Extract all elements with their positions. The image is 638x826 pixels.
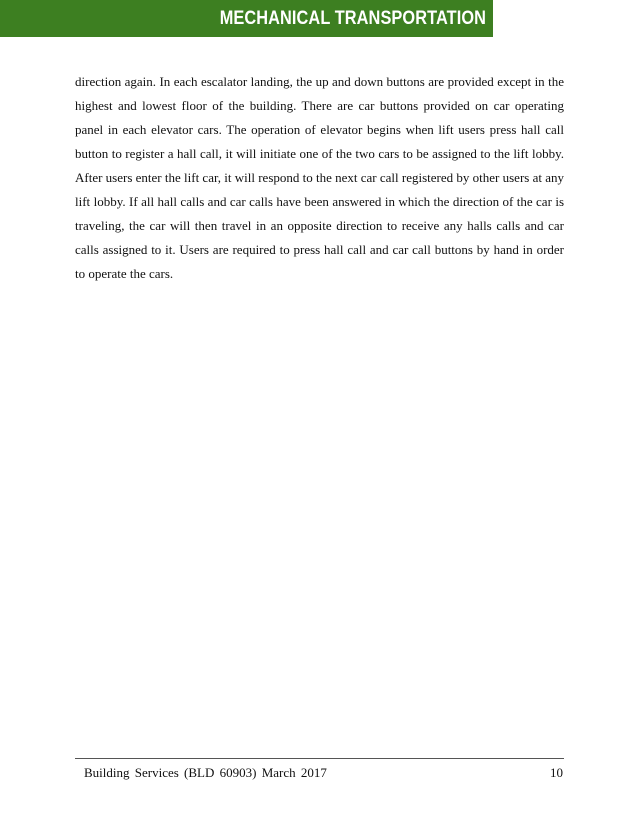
body-paragraph: direction again. In each escalator landing, the up and down buttons are provided except in the highest and lowest floor of the building. There are car buttons provided on car operating panel in each elevator cars. The operation of elevator begins when lift users press hall call button to register a hall call, it will initiate one of the two cars to be assigned to the lift lobby. After users enter the lift car, it will respond to the next car call registered by other users at any lift lobby. If all hall calls and car calls have been answered in which the direction of the car is traveling, the car will then travel in an opposite direction to receive any halls calls and car calls assigned to it. Users are required to press hall call and car call buttons by hand in order to operate the cars.: [75, 74, 564, 281]
footer-course-info: Building Services (BLD 60903) March 2017: [84, 765, 327, 780]
page-header-title: MECHANICAL TRANSPORTATION: [219, 8, 486, 29]
footer-divider: [75, 758, 564, 759]
page-number: 10: [550, 765, 563, 780]
